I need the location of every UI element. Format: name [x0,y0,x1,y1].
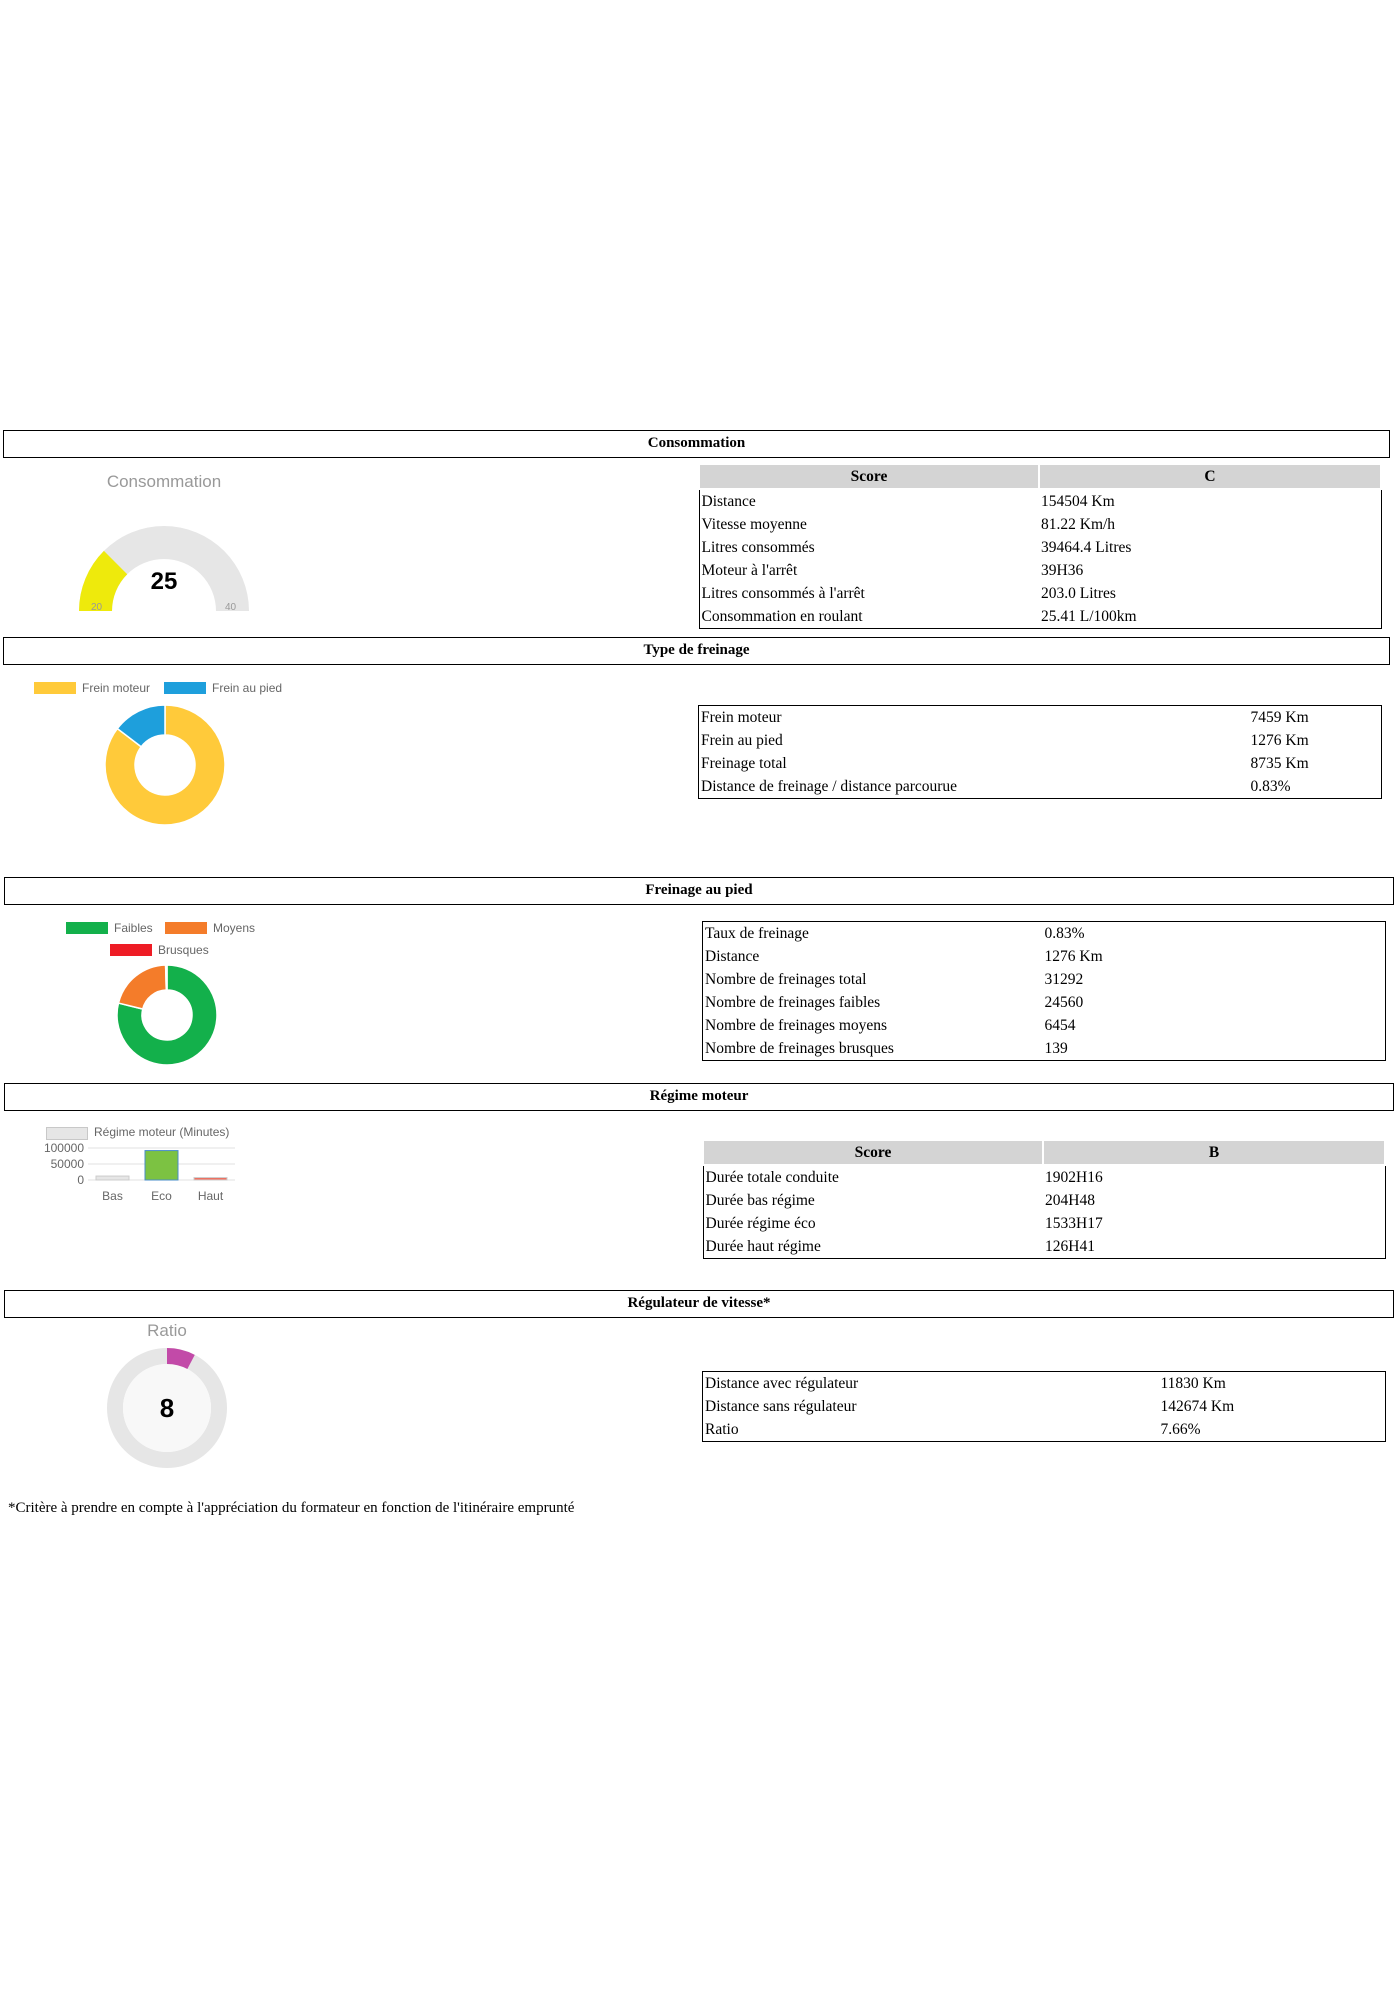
row-label: Distance de freinage / distance parcourue [701,778,958,795]
freinage-pied-table [702,921,1386,1061]
row-label: Frein moteur [701,709,782,726]
score-header: Score [703,1140,1043,1165]
row-value: 0.83% [1250,778,1291,795]
row-value: 1533H17 [1045,1215,1103,1232]
x-tick-label: Bas [102,1189,123,1203]
row-value: 7459 Km [1250,709,1309,726]
row-label: Nombre de freinages brusques [705,1040,894,1057]
table-row [699,582,1381,605]
row-value: 25.41 L/100km [1041,608,1137,625]
x-tick-label: Eco [151,1189,172,1203]
table-row [703,1189,1385,1212]
regulateur-table [702,1371,1386,1442]
row-value: 142674 Km [1160,1398,1235,1415]
table-row [703,945,1386,968]
gauge-value: 25 [150,568,178,595]
bar-haut [194,1178,227,1180]
table-row [699,706,1382,730]
consommation-gauge [64,466,264,626]
legend-swatch [66,922,108,934]
legend-label: Régime moteur (Minutes) [94,1125,230,1139]
gauge-value: 8 [159,1393,175,1423]
section-header-regime: Régime moteur [4,1083,1394,1111]
table-row [703,1037,1386,1061]
row-label: Durée totale conduite [705,1169,839,1186]
row-label: Nombre de freinages moyens [705,1017,888,1034]
table-row [699,605,1381,629]
gauge-max-label: 40 [225,602,237,613]
legend-label: Frein au pied [212,681,283,695]
legend-swatch [164,682,206,694]
row-value: 203.0 Litres [1041,585,1116,602]
legend-label: Faibles [114,921,153,935]
row-label: Freinage total [701,755,787,772]
row-value: 1276 Km [1044,948,1103,965]
section-header-type-freinage: Type de freinage [3,637,1390,665]
bar-bas [96,1176,129,1180]
footnote: *Critère à prendre en compte à l'appréciation du formateur en fonction de l'itinéraire emprunté [8,1500,575,1516]
row-label: Durée bas régime [705,1192,815,1209]
score-value: B [1043,1140,1385,1165]
gauge-title: Consommation [106,472,222,491]
table-row [699,729,1382,752]
row-value: 11830 Km [1160,1375,1226,1392]
row-value: 1902H16 [1045,1169,1103,1186]
table-row [703,1372,1386,1396]
row-label: Moteur à l'arrêt [701,562,798,579]
row-label: Consommation en roulant [701,608,863,625]
score-header: Score [699,464,1039,489]
y-tick-label: 100000 [43,1141,84,1155]
y-tick-label: 0 [77,1173,84,1187]
regime-bar-chart [40,1140,250,1220]
row-value: 126H41 [1045,1238,1095,1255]
gauge-title: Ratio [147,1321,187,1340]
row-value: 7.66% [1160,1421,1201,1438]
table-row [703,991,1386,1014]
ratio-gauge [100,1321,234,1471]
row-value: 1276 Km [1250,732,1309,749]
table-row [703,968,1386,991]
row-value: 81.22 Km/h [1041,516,1116,533]
row-value: 6454 [1044,1017,1076,1034]
freinage-pied-legend [64,920,284,960]
row-label: Distance sans régulateur [705,1398,857,1415]
row-value: 139 [1044,1040,1068,1057]
row-label: Distance avec régulateur [705,1375,859,1392]
gauge-min-label: 20 [91,602,103,613]
regime-table [702,1139,1386,1259]
row-value: 31292 [1044,971,1084,988]
donut-slice-moyens [118,965,166,1009]
type-freinage-table [698,705,1382,799]
table-row [699,559,1381,582]
table-row [703,922,1386,946]
row-value: 24560 [1044,994,1084,1011]
consommation-table [698,463,1382,629]
row-label: Frein au pied [701,732,783,749]
table-row [703,1212,1385,1235]
legend-swatch [34,682,76,694]
type-freinage-donut [100,700,230,830]
row-value: 39H36 [1041,562,1084,579]
row-label: Nombre de freinages faibles [705,994,881,1011]
donut-slice-brusques [166,965,167,990]
table-row [703,1418,1386,1442]
row-label: Vitesse moyenne [701,516,807,533]
y-tick-label: 50000 [50,1157,84,1171]
table-row [699,536,1381,559]
section-header-freinage-pied: Freinage au pied [4,877,1394,905]
row-label: Litres consommés [701,539,815,556]
freinage-pied-donut [112,960,222,1070]
row-value: 0.83% [1044,925,1085,942]
table-row [699,513,1381,536]
table-row [703,1014,1386,1037]
row-value: 39464.4 Litres [1041,539,1132,556]
section-header-consommation: Consommation [3,430,1390,458]
row-label: Distance [705,948,760,965]
row-label: Taux de freinage [705,925,809,942]
score-value: C [1039,464,1381,489]
bar-eco [145,1151,178,1180]
row-label: Durée régime éco [705,1215,816,1232]
table-row [699,775,1382,799]
table-row [703,1395,1386,1418]
row-value: 8735 Km [1250,755,1309,772]
table-row [699,489,1381,513]
legend-label: Brusques [158,943,209,957]
legend-label: Frein moteur [82,681,151,695]
row-value: 154504 Km [1041,493,1115,510]
table-row [699,752,1382,775]
row-value: 204H48 [1045,1192,1095,1209]
row-label: Litres consommés à l'arrêt [701,585,865,602]
row-label: Distance [701,493,756,510]
table-row [703,1235,1385,1259]
legend-swatch [46,1127,88,1140]
legend-swatch [110,944,152,956]
legend-label: Moyens [213,921,256,935]
x-tick-label: Haut [197,1189,224,1203]
legend-swatch [165,922,207,934]
row-label: Durée haut régime [705,1238,821,1255]
table-header-row [699,464,1381,489]
row-label: Nombre de freinages total [705,971,867,988]
row-label: Ratio [705,1421,739,1438]
section-header-regulateur: Régulateur de vitesse* [4,1290,1394,1318]
table-header-row [703,1140,1385,1165]
table-row [703,1165,1385,1189]
